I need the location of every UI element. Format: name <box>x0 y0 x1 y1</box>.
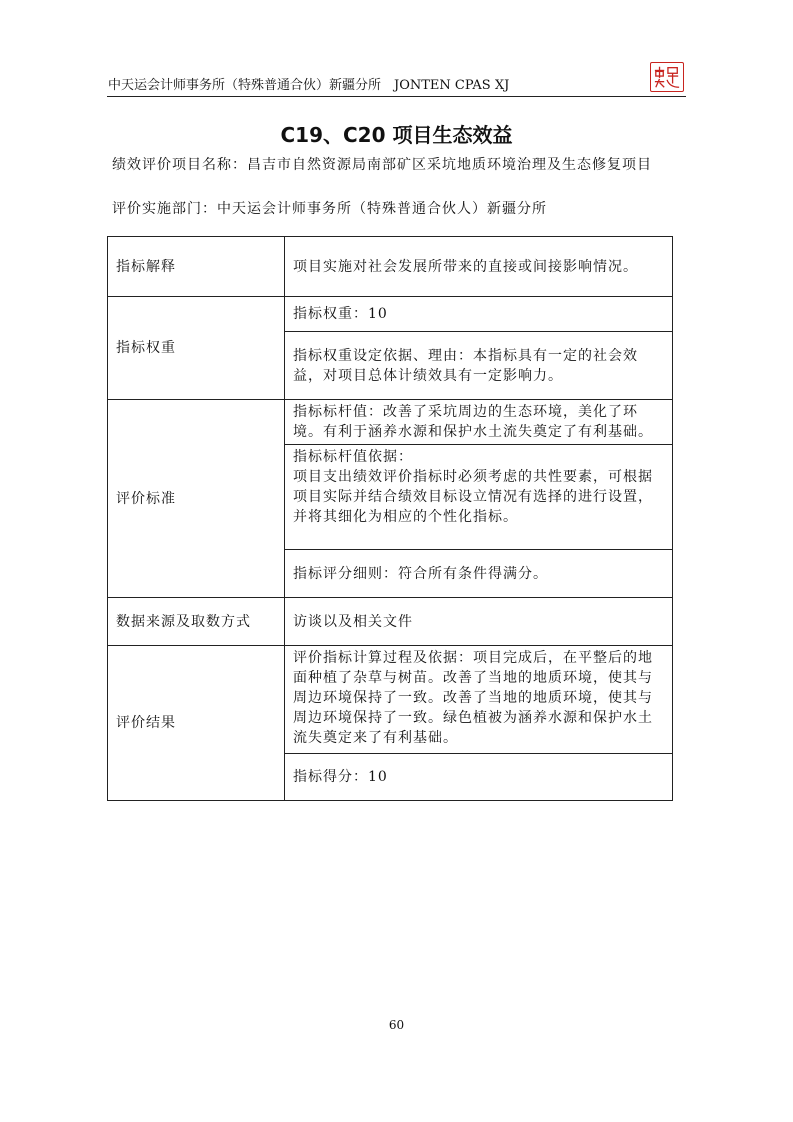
explain-value: 项目实施对社会发展所带来的直接或间接影响情况。 <box>285 237 673 297</box>
standard-label: 评价标准 <box>108 400 285 598</box>
header-rule <box>107 96 686 97</box>
result-score: 指标得分：10 <box>285 754 673 801</box>
weight-label: 指标权重 <box>108 297 285 400</box>
indicator-table <box>107 236 673 801</box>
table-row <box>108 237 673 297</box>
table-row <box>108 646 673 754</box>
source-value: 访谈以及相关文件 <box>285 598 673 646</box>
weight-value: 指标权重：10 <box>285 297 673 332</box>
explain-label: 指标解释 <box>108 237 285 297</box>
page-title: C19、C20 项目生态效益 <box>280 123 513 147</box>
evaluation-department-line: 评价实施部门：中天运会计师事务所（特殊普通合伙人）新疆分所 <box>112 201 547 217</box>
project-name-line: 绩效评价项目名称：昌吉市自然资源局南部矿区采坑地质环境治理及生态修复项目 <box>112 157 652 173</box>
standard-detail: 指标评分细则：符合所有条件得满分。 <box>285 550 673 598</box>
header-text: 中天运会计师事务所（特殊普通合伙）新疆分所 JONTEN CPAS XJ <box>108 78 510 93</box>
firm-logo <box>650 62 684 92</box>
standard-basis <box>285 445 673 550</box>
source-label: 数据来源及取数方式 <box>108 598 285 646</box>
page-header <box>108 76 688 98</box>
result-process: 评价指标计算过程及依据：项目完成后，在平整后的地面种植了杂草与树苗。改善了当地的地质环境，使其与周边环境保持了一致。改善了当地的地质环境，使其与周边环境保持了一致。绿色植被为涵养水源和保护水土流失奠定来了有利基础。 <box>285 646 673 754</box>
table-row <box>108 297 673 332</box>
table-row <box>108 598 673 646</box>
standard-basis-title: 指标标杆值依据： <box>293 449 413 465</box>
standard-value: 指标标杆值：改善了采坑周边的生态环境，美化了环境。有利于涵养水源和保护水土流失奠定了有利基础。 <box>285 400 673 445</box>
table-row <box>108 400 673 445</box>
firm-logo-mark-icon <box>651 63 683 91</box>
page-number: 60 <box>388 1018 405 1032</box>
result-label: 评价结果 <box>108 646 285 801</box>
weight-basis: 指标权重设定依据、理由：本指标具有一定的社会效益，对项目总体计绩效具有一定影响力。 <box>285 332 673 400</box>
standard-basis-text: 项目支出绩效评价指标时必须考虑的共性要素，可根据项目实际并结合绩效目标设立情况有选择的进行设置，并将其细化为相应的个性化指标。 <box>293 469 653 525</box>
